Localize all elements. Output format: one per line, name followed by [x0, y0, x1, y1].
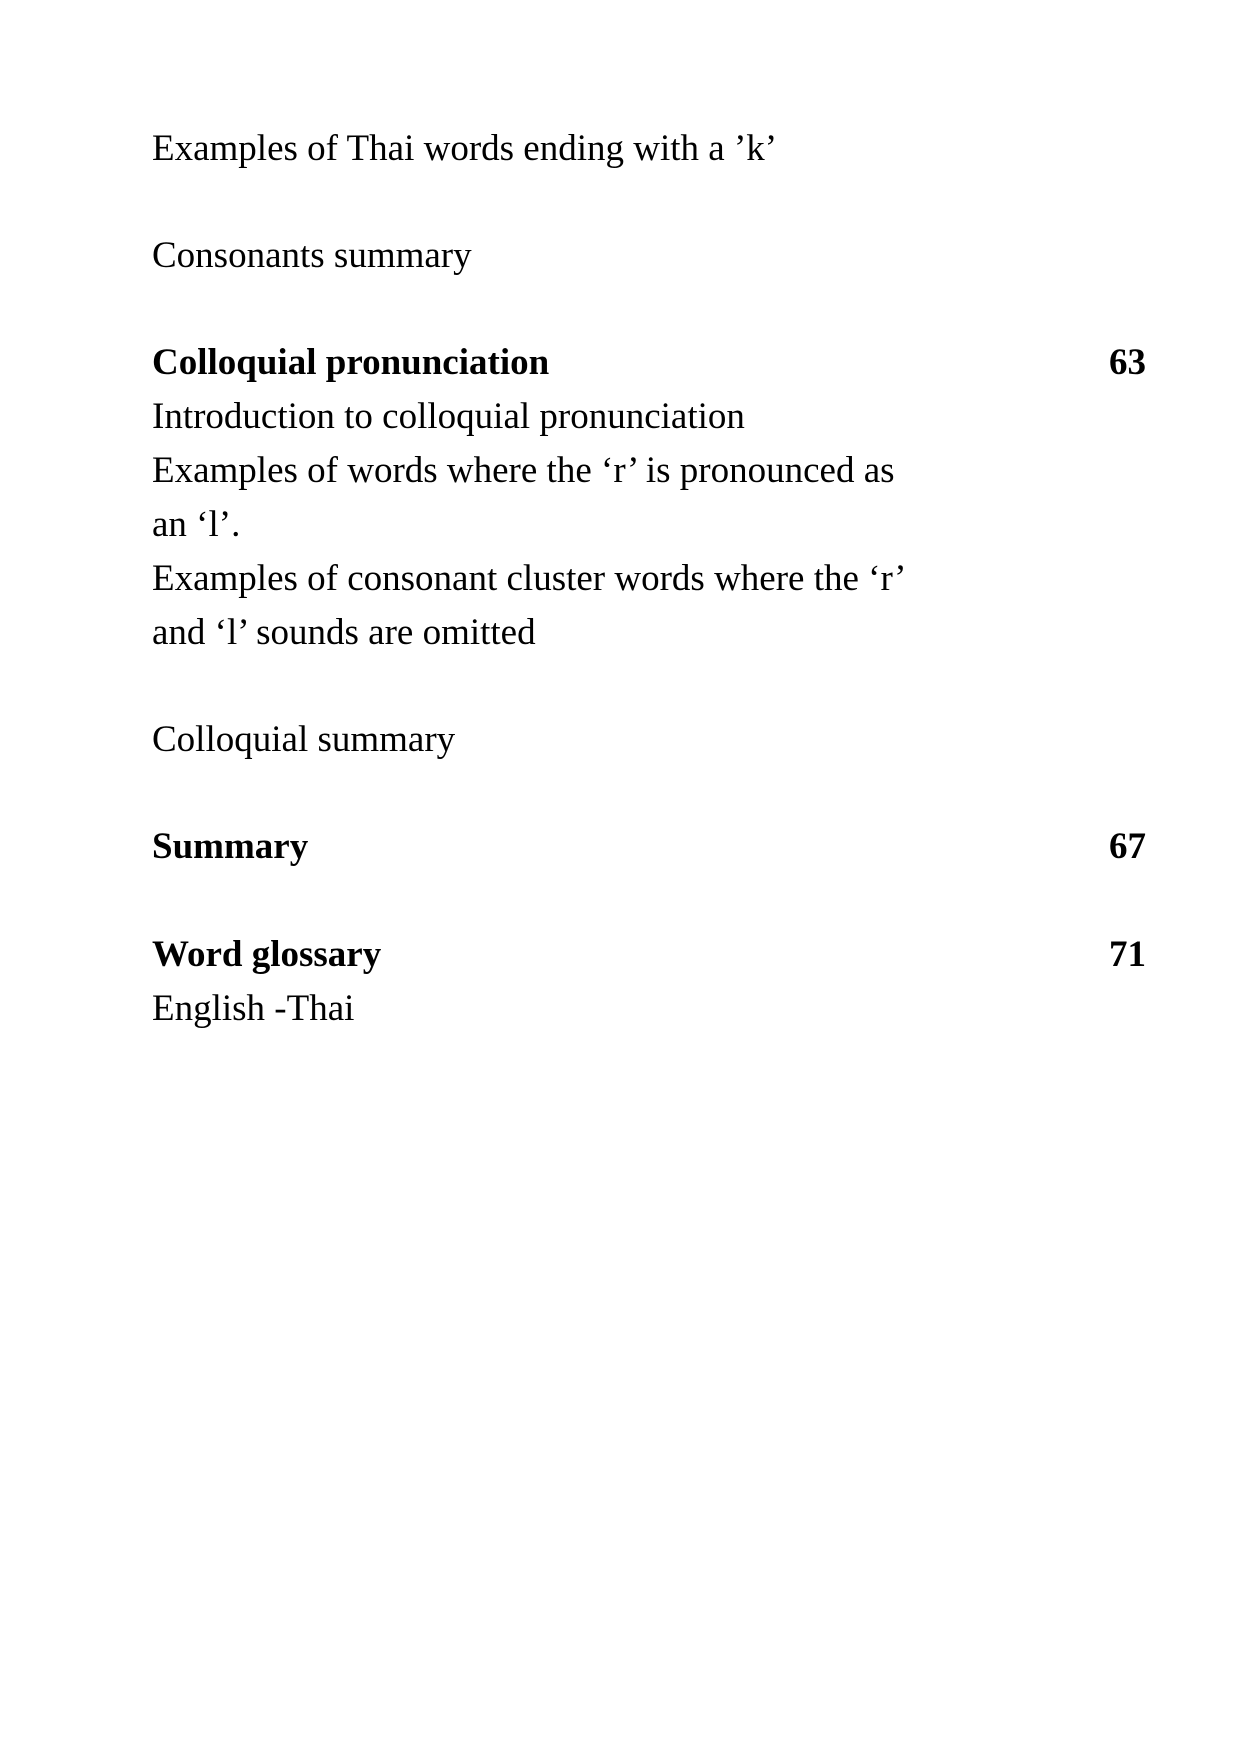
toc-entry-consonants-summary: Consonants summary [152, 235, 472, 276]
toc-heading-glossary: Word glossary [152, 934, 382, 975]
toc-subentry: Examples of words where the ‘r’ is pronounced as [152, 450, 895, 491]
toc-entry-colloquial-summary: Colloquial summary [152, 719, 456, 760]
toc-entry-examples-k: Examples of Thai words ending with a ’k’ [152, 128, 778, 169]
toc-subentry: an ‘l’. [152, 504, 241, 545]
toc-page-number-summary: 67 [1109, 826, 1146, 867]
toc-subentry: Examples of consonant cluster words where the ‘r’ [152, 558, 907, 599]
toc-heading-colloquial: Colloquial pronunciation [152, 342, 550, 383]
toc-page-number-colloquial: 63 [1109, 342, 1146, 383]
toc-subentry: English -Thai [152, 988, 355, 1029]
toc-subentry: Introduction to colloquial pronunciation [152, 396, 745, 437]
toc-page-number-glossary: 71 [1109, 934, 1146, 975]
toc-heading-summary: Summary [152, 826, 309, 867]
toc-subentry: and ‘l’ sounds are omitted [152, 612, 536, 653]
